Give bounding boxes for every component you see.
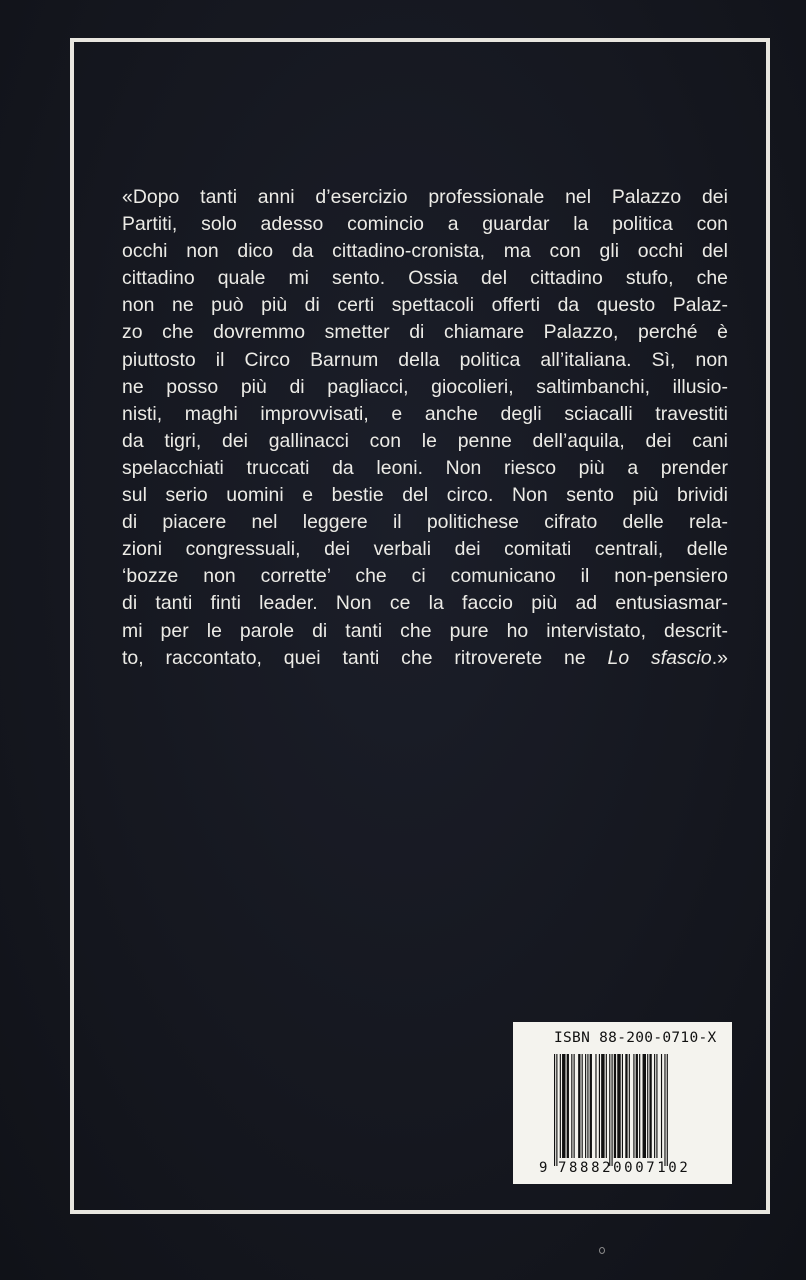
barcode-bar (587, 1054, 588, 1158)
blurb-line-text: to, raccontato, quei tanti che ritroverete ne (122, 646, 608, 669)
small-circle-mark (599, 1247, 605, 1254)
barcode-bar (614, 1054, 616, 1158)
ean-barcode (553, 1054, 719, 1166)
barcode-bar (639, 1054, 640, 1158)
barcode-bar (560, 1054, 561, 1158)
barcode-bar (647, 1054, 648, 1158)
barcode-bar (664, 1054, 665, 1166)
blurb-line: da tigri, dei gallinacci con le penne dell’aquila, dei cani (122, 429, 728, 452)
blurb-line: mi per le parole di tanti che pure ho intervistato, descrit- (122, 619, 728, 642)
barcode-bar (649, 1054, 651, 1158)
barcode-bar (667, 1054, 668, 1166)
barcode-bar (595, 1054, 596, 1158)
blurb-line: nisti, maghi improvvisati, e anche degli sciacalli travestiti (122, 402, 728, 425)
blurb-line: piuttosto il Circo Barnum della politica all’italiana. Sì, non (122, 348, 728, 371)
barcode-bar (625, 1054, 627, 1158)
barcode-bar (661, 1054, 662, 1158)
back-cover-blurb (122, 184, 728, 672)
barcode-bar (578, 1054, 580, 1158)
barcode-bar (654, 1054, 655, 1158)
blurb-line: di piacere nel leggere il politichese cifrato delle rela- (122, 511, 728, 534)
barcode-bar (633, 1054, 634, 1158)
ean-first-digit: 9 (539, 1160, 548, 1176)
barcode-bar (656, 1054, 657, 1158)
barcode-bar (622, 1054, 623, 1158)
barcode-bar (556, 1054, 557, 1166)
blurb-line: zo che dovremmo smetter di chiamare Palazzo, perché è (122, 321, 728, 344)
barcode-bar (609, 1054, 610, 1166)
blurb-line: ne posso più di pagliacci, giocolieri, saltimbanchi, illusio- (122, 375, 728, 398)
barcode-bar (601, 1054, 604, 1158)
barcode-bar (612, 1054, 613, 1166)
barcode-bar (571, 1054, 572, 1158)
blurb-line: sul serio uomini e bestie del circo. Non sento più brividi (122, 484, 728, 507)
blurb-line (122, 645, 728, 672)
barcode-bar (585, 1054, 586, 1158)
barcode-bar (574, 1054, 575, 1158)
barcode-bar (606, 1054, 607, 1158)
blurb-line: di tanti finti leader. Non ce la faccio più ad entusiasmar- (122, 592, 728, 615)
barcode-bar (617, 1054, 620, 1158)
blurb-line: zioni congressuali, dei verbali dei comitati centrali, delle (122, 538, 728, 561)
isbn-number: ISBN 88-200-0710-X (554, 1030, 717, 1046)
ean-digits: 788820007102 (558, 1160, 691, 1176)
blurb-line: Partiti, solo adesso comincio a guardar la politica con (122, 213, 728, 236)
barcode-bar (636, 1054, 638, 1158)
blurb-line: non ne può più di certi spettacoli offerti da questo Palaz- (122, 294, 728, 317)
barcode-bar (599, 1054, 600, 1158)
blurb-line: cittadino quale mi sento. Ossia del cittadino stufo, che (122, 267, 728, 290)
barcode-bar (629, 1054, 630, 1158)
blurb-line: «Dopo tanti anni d’esercizio professionale nel Palazzo dei (122, 186, 728, 208)
barcode-bar (567, 1054, 569, 1158)
barcode-bar (643, 1054, 646, 1158)
barcode-label (513, 1022, 732, 1184)
closing-quote: .» (711, 646, 728, 669)
book-title: Lo sfascio (607, 646, 712, 669)
barcode-bar (562, 1054, 565, 1158)
barcode-bar (554, 1054, 555, 1166)
barcode-bar (590, 1054, 592, 1158)
barcode-bar (582, 1054, 583, 1158)
blurb-line: spelacchiati truccati da leoni. Non riesco più a prender (122, 456, 728, 479)
blurb-line: occhi non dico da cittadino-cronista, ma con gli occhi del (122, 240, 728, 263)
blurb-line: ‘bozze non corrette’ che ci comunicano il non-pensiero (122, 565, 728, 588)
